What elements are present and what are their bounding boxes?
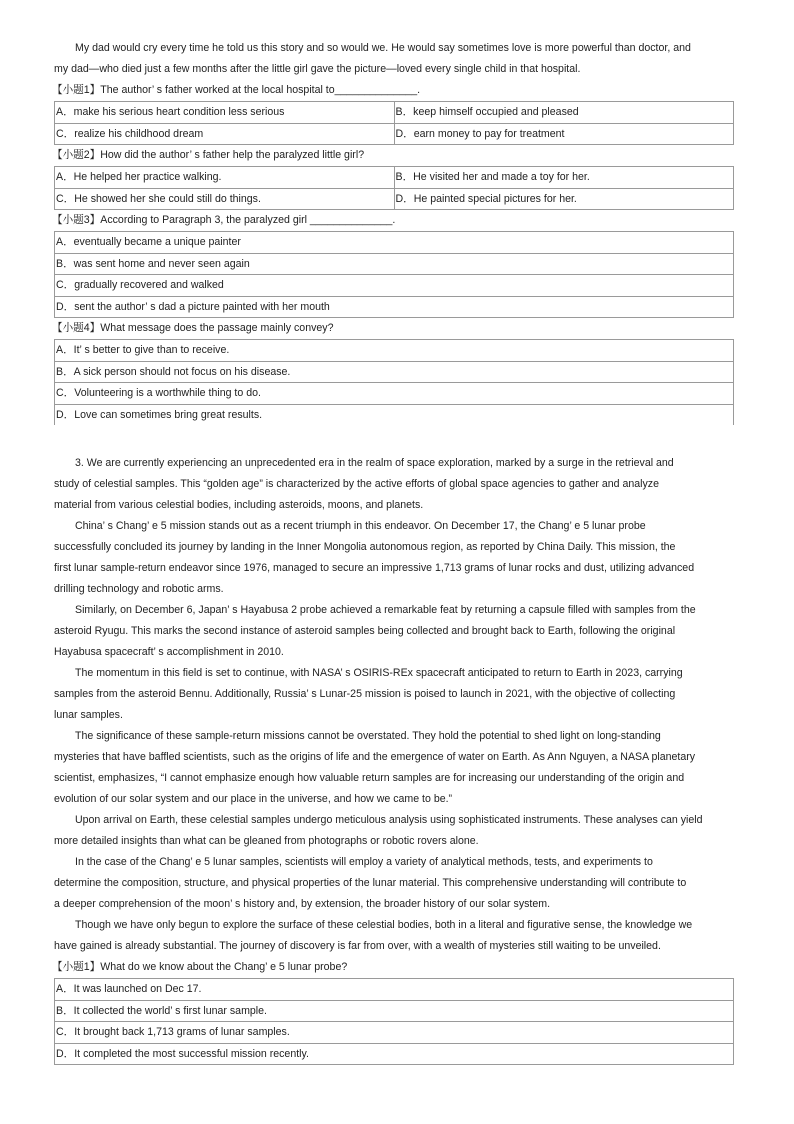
document-page	[54, 38, 734, 1065]
options-row	[55, 102, 734, 124]
answer-option[interactable]: A．make his serious heart condition less serious	[55, 102, 395, 124]
paragraph	[54, 810, 734, 852]
paragraph-line: Upon arrival on Earth, these celestial samples undergo meticulous analysis using sophisticated instruments. These analyses can yield	[75, 814, 703, 826]
question-stem: 【小题1】What do we know about the Chang’ e 5 lunar probe?	[52, 961, 348, 973]
options-row	[55, 1000, 734, 1022]
paragraph-line: a deeper comprehension of the moon’ s history and, by extension, the broader history of our solar system.	[54, 898, 551, 910]
options-row	[55, 296, 734, 318]
options-row	[55, 1043, 734, 1065]
answer-option[interactable]: B．A sick person should not focus on his disease.	[55, 361, 734, 383]
paragraph-line: have gained is already substantial. The journey of discovery is far from over, with a wealth of mysteries still waiting to be unveiled.	[54, 940, 661, 952]
paragraph	[54, 915, 734, 957]
options-row	[55, 383, 734, 405]
options-row	[55, 123, 734, 145]
paragraph	[54, 852, 734, 915]
options-row	[55, 275, 734, 297]
paragraph-line: samples from the asteroid Bennu. Additionally, Russia’ s Lunar-25 mission is poised to launch in 2021, with the objective of collecting	[54, 688, 676, 700]
answer-option[interactable]: B．keep himself occupied and pleased	[394, 102, 734, 124]
paragraph-line: Though we have only begun to explore the surface of these celestial bodies, both in a literal and figurative sense, the knowledge we	[75, 919, 693, 931]
paragraph	[54, 453, 734, 516]
options-table	[54, 339, 734, 425]
paragraph-line: study of celestial samples. This “golden age” is characterized by the active efforts of global space agencies to gather and analyze	[54, 478, 659, 490]
section-gap	[54, 425, 734, 453]
paragraph-line: Similarly, on December 6, Japan’ s Hayabusa 2 probe achieved a remarkable feat by returning a capsule filled with samples from the	[75, 604, 696, 616]
answer-option[interactable]: D．He painted special pictures for her.	[394, 188, 734, 210]
options-row	[55, 253, 734, 275]
answer-option[interactable]: D．Love can sometimes bring great results.	[55, 404, 734, 425]
paragraph-line: 3. We are currently experiencing an unprecedented era in the realm of space exploration, marked by a surge in the retrieval and	[75, 457, 674, 469]
options-row	[55, 167, 734, 189]
answer-option[interactable]: D．earn money to pay for treatment	[394, 123, 734, 145]
question-stem: 【小题2】How did the author’ s father help the paralyzed little girl?	[52, 149, 365, 161]
paragraph-line: China’ s Chang’ e 5 mission stands out as a recent triumph in this endeavor. On December 17, the Chang’ e 5 lunar probe	[75, 520, 646, 532]
answer-option[interactable]: D．It completed the most successful mission recently.	[55, 1043, 734, 1065]
question-stem: 【小题4】What message does the passage mainly convey?	[52, 322, 334, 334]
answer-option[interactable]: A．It was launched on Dec 17.	[55, 979, 734, 1001]
paragraph-line: material from various celestial bodies, including asteroids, moons, and planets.	[54, 499, 424, 511]
answer-option[interactable]: C．Volunteering is a worthwhile thing to do.	[55, 383, 734, 405]
answer-option[interactable]: C．realize his childhood dream	[55, 123, 395, 145]
paragraph-line: evolution of our solar system and our place in the universe, and how we came to be.”	[54, 793, 453, 805]
paragraph-line: lunar samples.	[54, 709, 123, 721]
options-row	[55, 979, 734, 1001]
answer-option[interactable]: B．He visited her and made a toy for her.	[394, 167, 734, 189]
paragraph-line: In the case of the Chang’ e 5 lunar samples, scientists will employ a variety of analytical methods, tests, and experiments to	[75, 856, 653, 868]
answer-option[interactable]: C．It brought back 1,713 grams of lunar samples.	[55, 1022, 734, 1044]
question-stem: 【小题3】According to Paragraph 3, the paralyzed girl ______________.	[52, 214, 396, 226]
answer-option[interactable]: D．sent the author’ s dad a picture painted with her mouth	[55, 296, 734, 318]
paragraph-line: The momentum in this field is set to continue, with NASA’ s OSIRIS-REx spacecraft anticipated to return to Earth in 2023, carrying	[75, 667, 683, 679]
paragraph-line: more detailed insights than what can be gleaned from photographs or robotic rovers alone.	[54, 835, 479, 847]
answer-option[interactable]: B．It collected the world’ s first lunar sample.	[55, 1000, 734, 1022]
paragraph-line: drilling technology and robotic arms.	[54, 583, 224, 595]
paragraph-line: determine the composition, structure, and physical properties of the lunar material. This comprehensive understanding will contribute to	[54, 877, 687, 889]
answer-option[interactable]: C．He showed her she could still do things.	[55, 188, 395, 210]
options-row	[55, 404, 734, 425]
options-table	[54, 101, 734, 145]
options-row	[55, 1022, 734, 1044]
answer-option[interactable]: C．gradually recovered and walked	[55, 275, 734, 297]
paragraph	[54, 663, 734, 726]
options-row	[55, 188, 734, 210]
answer-option[interactable]: A．eventually became a unique painter	[55, 232, 734, 254]
paragraph	[54, 726, 734, 810]
paragraph	[54, 38, 734, 80]
question-stem: 【小题1】The author’ s father worked at the local hospital to______________.	[52, 84, 421, 96]
answer-option[interactable]: A．It’ s better to give than to receive.	[55, 340, 734, 362]
options-row	[55, 361, 734, 383]
paragraph-line: scientist, emphasizes, “I cannot emphasize enough how valuable return samples are for increasing our understanding of the origin and	[54, 772, 685, 784]
paragraph	[54, 516, 734, 600]
paragraph-line: my dad—who died just a few months after the little girl gave the picture—loved every single child in that hospital.	[54, 63, 581, 75]
paragraph-line: Hayabusa spacecraft’ s accomplishment in 2010.	[54, 646, 284, 658]
answer-option[interactable]: A．He helped her practice walking.	[55, 167, 395, 189]
options-table	[54, 978, 734, 1065]
options-row	[55, 232, 734, 254]
paragraph-line: successfully concluded its journey by landing in the Inner Mongolia autonomous region, as reported by China Daily. This mission, the	[54, 541, 676, 553]
options-table	[54, 231, 734, 318]
paragraph	[54, 600, 734, 663]
paragraph-line: My dad would cry every time he told us this story and so would we. He would say sometimes love is more powerful than doctor, and	[75, 42, 691, 54]
paragraph-line: The significance of these sample-return missions cannot be overstated. They hold the potential to shed light on long-standing	[75, 730, 661, 742]
options-row	[55, 340, 734, 362]
paragraph-line: asteroid Ryugu. This marks the second instance of asteroid samples being collected and brought back to Earth, following the original	[54, 625, 676, 637]
options-table	[54, 166, 734, 210]
paragraph-line: first lunar sample-return endeavor since 1976, managed to secure an impressive 1,713 grams of lunar rocks and dust, utilizing advanced	[54, 562, 695, 574]
answer-option[interactable]: B．was sent home and never seen again	[55, 253, 734, 275]
paragraph-line: mysteries that have baffled scientists, such as the origins of life and the emergence of water on Earth. As Ann Nguyen, a NASA planetary	[54, 751, 696, 763]
